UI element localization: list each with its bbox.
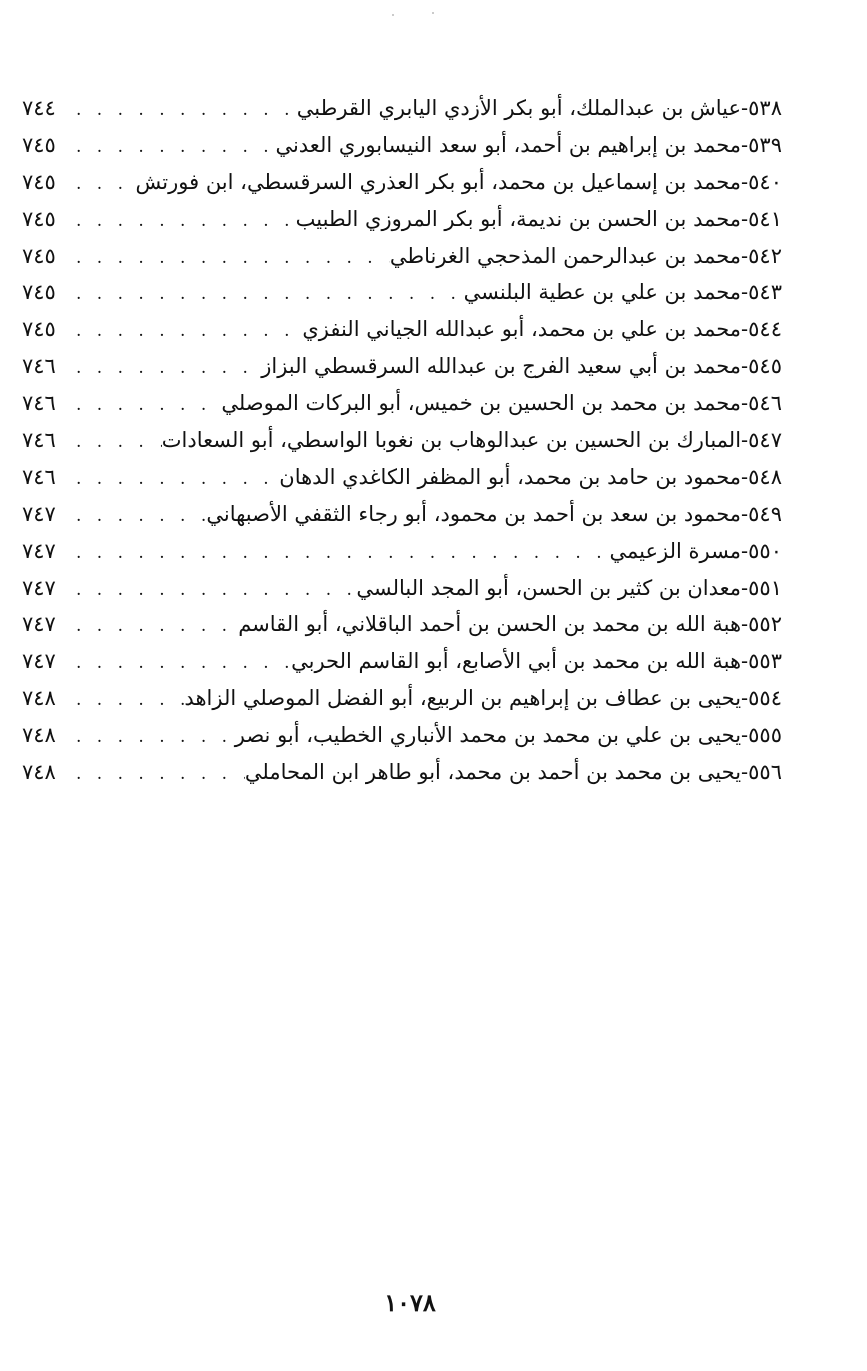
toc-entry xyxy=(22,164,782,201)
entry-page-number: ٧٤٥ xyxy=(22,317,56,342)
toc-entry xyxy=(22,201,782,238)
dot-leader xyxy=(68,719,235,756)
entry-page-number: ٧٤٧ xyxy=(22,538,56,563)
entry-page-number: ٧٤٦ xyxy=(22,354,56,379)
entry-page-number: ٧٤٥ xyxy=(22,169,56,194)
dot-leader xyxy=(68,129,275,166)
dot-leader xyxy=(68,387,221,424)
entry-title: هبة الله بن محمد بن أبي الأصابع، أبو القاسم الحربي xyxy=(291,649,742,674)
toc-entry xyxy=(22,459,782,496)
entry-title: محمد بن علي بن عطية البلنسي xyxy=(463,280,742,305)
entry-page-number: ٧٤٨ xyxy=(22,723,56,748)
entry-number: ٥٥٢- xyxy=(741,612,782,637)
entry-number: ٥٥٣- xyxy=(741,649,782,674)
entry-page-number: ٧٤٧ xyxy=(22,649,56,674)
entry-number: ٥٤٤- xyxy=(741,317,782,342)
dot-leader xyxy=(68,203,296,240)
dot-leader xyxy=(68,572,356,609)
entry-number: ٥٤١- xyxy=(741,206,782,231)
entry-page-number: ٧٤٨ xyxy=(22,760,56,785)
dot-leader xyxy=(68,756,245,793)
entry-title: معدان بن كثير بن الحسن، أبو المجد البالسي xyxy=(356,575,742,600)
dot-leader xyxy=(68,166,136,203)
entry-page-number: ٧٤٧ xyxy=(22,575,56,600)
entry-number: ٥٥٥- xyxy=(741,723,782,748)
entry-title: محمد بن الحسن بن نديمة، أبو بكر المروزي الطبيب xyxy=(295,206,742,231)
entry-page-number: ٧٤٥ xyxy=(22,280,56,305)
entry-number: ٥٤٥- xyxy=(741,354,782,379)
entry-page-number: ٧٤٤ xyxy=(22,96,56,120)
entry-number: ٥٤٨- xyxy=(741,464,782,489)
toc-entry xyxy=(22,643,782,680)
toc-entry xyxy=(22,680,782,717)
entry-number: ٥٥١- xyxy=(741,575,782,600)
entry-page-number: ٧٤٦ xyxy=(22,428,56,453)
entry-number: ٥٤٩- xyxy=(741,501,782,526)
toc-entry xyxy=(22,570,782,607)
toc-entry xyxy=(22,754,782,791)
dot-leader xyxy=(68,645,291,682)
entry-title: محمد بن عبدالرحمن المذحجي الغرناطي xyxy=(389,243,742,268)
entry-number: ٥٤٢- xyxy=(741,243,782,268)
toc-entry xyxy=(22,311,782,348)
table-of-contents xyxy=(22,90,782,791)
toc-entry xyxy=(22,717,782,754)
entry-number: ٥٤٧- xyxy=(741,428,782,453)
entry-title: محمد بن إبراهيم بن أحمد، أبو سعد النيسابوري العدني xyxy=(275,132,742,157)
toc-entry xyxy=(22,496,782,533)
entry-title: محمد بن محمد بن الحسين بن خميس، أبو البركات الموصلي xyxy=(221,391,742,416)
entry-page-number: ٧٤٦ xyxy=(22,464,56,489)
dot-leader xyxy=(68,682,184,719)
entry-title: عياش بن عبدالملك، أبو بكر الأزدي اليابري القرطبي xyxy=(296,96,742,120)
toc-entry xyxy=(22,385,782,422)
toc-entry xyxy=(22,533,782,570)
dot-leader xyxy=(68,498,206,535)
dot-leader xyxy=(68,350,261,387)
toc-entry xyxy=(22,127,782,164)
entry-page-number: ٧٤٧ xyxy=(22,501,56,526)
entry-title: يحيى بن محمد بن أحمد بن محمد، أبو طاهر ابن المحاملي xyxy=(244,760,742,785)
entry-title: يحيى بن علي بن محمد بن محمد الأنباري الخطيب، أبو نصر xyxy=(234,723,742,748)
entry-title: هبة الله بن محمد بن الحسن بن أحمد الباقلاني، أبو القاسم xyxy=(238,612,742,637)
entry-page-number: ٧٤٥ xyxy=(22,206,56,231)
toc-entry xyxy=(22,348,782,385)
entry-number: ٥٤٠- xyxy=(741,169,782,194)
toc-entry xyxy=(22,274,782,311)
entry-title: محمد بن أبي سعيد الفرج بن عبدالله السرقسطي البزاز xyxy=(261,354,742,379)
entry-number: ٥٥٤- xyxy=(741,686,782,711)
page-number: ١٠٧٨ xyxy=(384,1288,436,1317)
toc-entry xyxy=(22,422,782,459)
entry-title: محمود بن حامد بن محمد، أبو المظفر الكاغدي الدهان xyxy=(279,464,742,489)
entry-title: المبارك بن الحسين بن عبدالوهاب بن نغوبا الواسطي، أبو السعادات xyxy=(161,428,742,453)
entry-number: ٥٥٦- xyxy=(741,760,782,785)
entry-number: ٥٤٦- xyxy=(741,391,782,416)
entry-title: مسرة الزعيمي xyxy=(609,538,742,563)
entry-page-number: ٧٤٨ xyxy=(22,686,56,711)
entry-title: محمد بن علي بن محمد، أبو عبدالله الجياني النفزي xyxy=(302,317,742,342)
entry-number: ٥٣٩- xyxy=(741,132,782,157)
entry-title: محمد بن إسماعيل بن محمد، أبو بكر العذري السرقسطي، ابن فورتش xyxy=(135,169,742,194)
dot-leader xyxy=(68,461,279,498)
dot-leader xyxy=(68,240,390,277)
dot-leader xyxy=(68,608,238,645)
entry-page-number: ٧٤٥ xyxy=(22,132,56,157)
dot-leader xyxy=(68,313,302,350)
scan-speck xyxy=(432,12,434,14)
entry-page-number: ٧٤٦ xyxy=(22,391,56,416)
dot-leader xyxy=(68,92,297,129)
entry-title: محمود بن سعد بن أحمد بن محمود، أبو رجاء الثقفي الأصبهاني xyxy=(206,501,742,526)
entry-number: ٥٤٣- xyxy=(741,280,782,305)
entry-page-number: ٧٤٥ xyxy=(22,243,56,268)
dot-leader xyxy=(68,535,609,572)
scan-speck xyxy=(392,14,394,16)
dot-leader xyxy=(68,424,162,461)
entry-title: يحيى بن عطاف بن إبراهيم بن الربيع، أبو الفضل الموصلي الزاهد xyxy=(184,686,742,711)
entry-number: ٥٥٠- xyxy=(741,538,782,563)
toc-entry xyxy=(22,606,782,643)
entry-page-number: ٧٤٧ xyxy=(22,612,56,637)
dot-leader xyxy=(68,276,464,313)
toc-entry xyxy=(22,238,782,275)
entry-number: ٥٣٨- xyxy=(741,96,782,120)
toc-entry xyxy=(22,90,782,127)
